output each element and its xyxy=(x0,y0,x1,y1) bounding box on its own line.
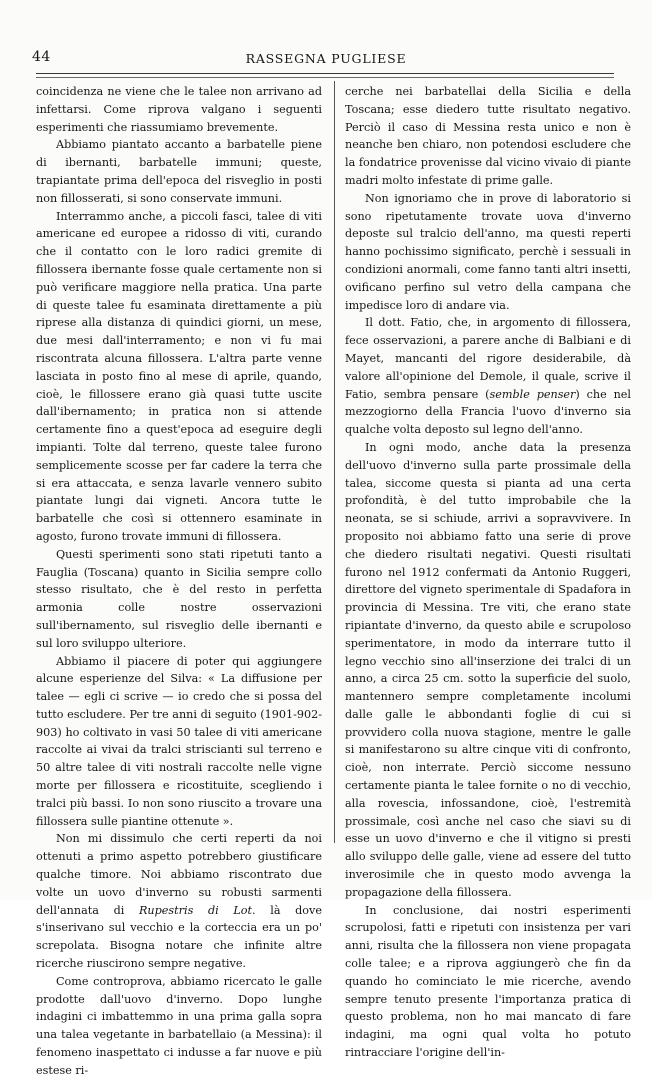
paragraph: Abbiamo il piacere di poter qui aggiungere alcune esperienze del Silva: « La diffusione per talee — egli ci scrive — io credo che si possa del tutto escludere. Per tre anni di seguito (1901-902-903) ho coltivato in vasi 50 talee di viti americane raccolte ai vivai da tralci striscianti sul terreno e 50 altre talee di viti nostrali raccolte nelle vigne morte per fillossera e ricostituite, scegliendo i tralci più bassi. Io non sono riuscito a trovare una fillossera sulle piantine ottenute ». xyxy=(36,654,322,828)
paragraph: Come controprova, abbiamo ricercato le galle prodotte dall'uovo d'inverno. Dopo lunghe indagini ci imbattemmo in una prima galla sopra una talea vegetante in barbatellaio (a Messina): il fenomeno inaspettato ci indusse a far nuove e più estese ri- xyxy=(36,974,322,1077)
text-run: ) che nel mezzogiorno della Francia l'uovo d'inverno sia qualche volta deposto sul legno dell'anno. xyxy=(345,387,631,437)
text-run: . là dove s'inserivano sul vecchio e la corteccia era un po' screpolata. Bisogna notare che infinite altre ricerche riuscirono sempre negative. xyxy=(36,903,322,971)
column-divider xyxy=(334,81,335,843)
text-run: Il dott. Fatio, che, in argomento di fillossera, fece osservazioni, a parere anche di Balbiani e di Mayet, mancanti del rigore desiderabile, dà valore all'opinione del Demole, il quale, scrive il Fatio, sembra pensare ( xyxy=(345,316,631,401)
paragraph: cerche nei barbatellai della Sicilia e della Toscana; esse diedero tutte risultato negativo. Perciò il caso di Messina resta unico e non è neanche ben chiaro, non potendosi escludere che la fondatrice provenisse dal vicino vivaio di piante madri molto infestate di prime galle. xyxy=(345,85,631,187)
paragraph: Interrammo anche, a piccoli fasci, talee di viti americane ed europee a ridosso di viti, curando che il contatto con le loro radici gremite di fillossera ibernante fosse quale certamente non si può verificare maggiore nella pratica. Una parte di queste talee fu esaminata direttamente a più riprese alla distanza di quindici giorni, un mese, due mesi dall'interramento; e non vi fu mai riscontrata alcuna fillossera. L'altra parte venne lasciata in posto fino al mese di aprile, quando, cioè, le fillossere erano già quasi tutte uscite dall'ibernamento; in pratica non si attende certamente fino a quest'epoca ad eseguire degli impianti. Tolte dal terreno, queste talee furono semplicemente scosse per far cadere la terra che si era attaccata, e senza lavarle vennero subito piantate lungi dai vigneti. Ancora tutte le barbatelle che così si ottennero esaminate in agosto, furono trovate immuni di fillossera. xyxy=(36,209,322,543)
paragraph xyxy=(36,830,322,972)
italic-text: Rupestris di Lot xyxy=(139,903,253,917)
header-rule-thick xyxy=(36,73,614,74)
italic-text: semble penser xyxy=(489,387,576,401)
paragraph xyxy=(345,314,631,439)
header-rule-thin xyxy=(36,77,614,78)
paragraph: Questi sperimenti sono stati ripetuti tanto a Fauglia (Toscana) quanto in Sicilia sempre collo stesso risultato, che è del resto in perfetta armonia colle nostre osservazioni sull'ibernamento, sul risveglio delle ibernanti e sul loro sviluppo ulteriore. xyxy=(36,547,322,650)
page-number: 44 xyxy=(32,49,51,65)
running-title: RASSEGNA PUGLIESE xyxy=(245,51,407,66)
paragraph: Non ignoriamo che in prove di laboratorio si sono ripetutamente trovate uova d'inverno deposte sul tralcio dell'anno, ma questi reperti hanno pochissimo significato, perchè i sessuali in condizioni anormali, come fanno tanti altri insetti, ovificano perfino sul vetro della campana che impedisce loro di andare via. xyxy=(345,191,631,312)
paragraph: In ogni modo, anche data la presenza dell'uovo d'inverno sulla parte prossimale della talea, siccome questa si pianta ad una certa profondità, è del tutto improbabile che la neonata, se si schiude, arrivi a sopravvivere. In proposito noi abbiamo fatto una serie di prove che diedero risultati negativi. Questi risultati furono nel 1912 confermati da Antonio Ruggeri, direttore del vigneto sperimentale di Spadafora in provincia di Messina. Tre viti, che erano state ripiantate d'inverno, da questo abile e scrupoloso sperimentatore, in modo da interrare tutto il legno vecchio sino all'inserzione dei tralci di un anno, a circa 25 cm. sotto la superficie del suolo, mantennero sempre completamente incolumi dalle galle le abbondanti foglie di cui si provvidero colla nuova stagione, mentre le galle si manifestarono su altre cinque viti di confronto, cioè, non interrate. Perciò siccome nessuno certamente pianta le talee fornite o no di vecchio, alla rovescia, infossandone, cioè, l'estremità prossimale, così anche nel caso che siavi su di esse un uovo d'inverno e che il vitigno si presti allo sviluppo delle galle, viene ad essere del tutto inverosimile che in questo modo avvenga la propagazione della fillossera. xyxy=(345,440,631,899)
text-run: Non mi dissimulo che certi reperti da noi ottenuti a primo aspetto potrebbero giustificare qualche timore. Noi abbiamo riscontrato due volte un uovo d'inverno su robusti sarmenti dell'annata di xyxy=(36,832,322,917)
paragraph: coincidenza ne viene che le talee non arrivano ad infettarsi. Come riprova valgano i seguenti esperimenti che riassumiamo brevemente. xyxy=(36,85,322,134)
left-column xyxy=(36,83,322,1080)
paragraph: In conclusione, dai nostri esperimenti scrupolosi, fatti e ripetuti con insistenza per vari anni, risulta che la fillossera non viene propagata colle talee; e a riprova aggiungerò che fin da quando ho cominciato le mie ricerche, avendo sempre tenuto presente l'importanza pratica di questo problema, non ho mai mancato di fare indagini, ma ogni qual volta ho potuto rintracciare l'origine dell'in- xyxy=(345,903,631,1060)
paragraph: Abbiamo piantato accanto a barbatelle piene di ibernanti, barbatelle immuni; queste, trapiantate prima dell'epoca del risveglio in posti non fillosserati, si sono conservate immuni. xyxy=(36,138,322,205)
right-column xyxy=(345,83,631,1062)
